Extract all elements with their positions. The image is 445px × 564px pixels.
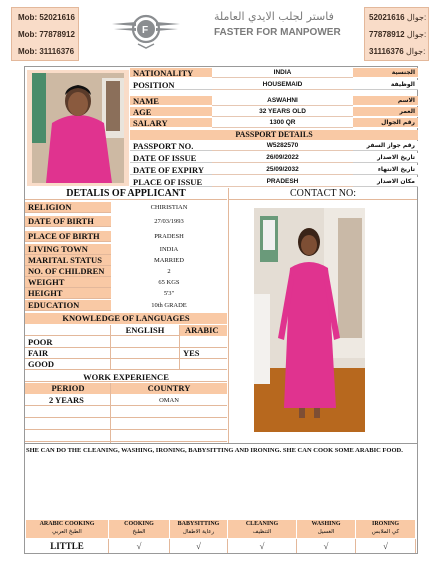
detail-row-date-of-birth xyxy=(25,216,227,227)
field-value: CHIRISTIAN xyxy=(111,202,227,213)
mobile-number: Mob: 77878912 xyxy=(18,30,75,39)
field-label: LIVING TOWN xyxy=(28,244,88,254)
field-value: 26/09/2022 xyxy=(212,153,353,163)
field-label-arabic: مكان الاصدار xyxy=(353,177,418,187)
experience-period: 2 YEARS xyxy=(49,395,84,405)
language-row-poor xyxy=(25,337,227,348)
column-header-period: PERIOD xyxy=(51,383,85,393)
info-row-position xyxy=(130,80,418,90)
column-header-country: COUNTRY xyxy=(147,383,191,393)
company-logo xyxy=(110,10,182,50)
skill-header-cooking: COOKING الطبخ xyxy=(109,520,170,538)
contact-number-label: CONTACT NO: xyxy=(229,188,417,200)
skill-header-washing: WASHING الغسيل xyxy=(297,520,356,538)
field-label-arabic: تاريخ الاصدار xyxy=(353,153,418,163)
field-label: POSITION xyxy=(130,80,212,90)
detail-row-religion xyxy=(25,202,227,213)
detail-row-education xyxy=(25,300,227,311)
field-label: HEIGHT xyxy=(28,288,63,298)
field-value: INDIA xyxy=(212,68,353,78)
skill-value-babysitting: √ xyxy=(170,539,228,553)
info-row-age xyxy=(130,107,418,117)
field-value: 2 xyxy=(111,266,227,277)
field-label: NATIONALITY xyxy=(130,68,212,78)
field-label-arabic: الجنسية xyxy=(353,68,418,78)
portrait-image xyxy=(32,73,124,183)
applicant-full-photo xyxy=(254,208,365,432)
field-label-arabic: العمر xyxy=(353,107,418,117)
detail-row-children xyxy=(25,266,227,277)
svg-text:F: F xyxy=(142,25,149,36)
language-row-fair xyxy=(25,348,227,359)
field-label: NO. OF CHILDREN xyxy=(28,266,105,276)
mobile-number: 52021616 xyxy=(369,13,405,22)
mobile-number: 31116376 xyxy=(369,47,404,56)
field-label: SALARY xyxy=(130,118,212,128)
field-value: 27/03/1993 xyxy=(111,216,227,227)
field-label: PASSPORT NO. xyxy=(130,141,212,151)
field-value: 32 YEARS OLD xyxy=(212,107,353,117)
language-row-good xyxy=(25,359,227,370)
skill-value-cleaning: √ xyxy=(228,539,297,553)
field-label-arabic: الاسم xyxy=(353,96,418,106)
field-value: 25/09/2032 xyxy=(212,165,353,175)
info-row-passport-no xyxy=(130,141,418,151)
field-value: 1300 QR xyxy=(212,118,353,128)
remarks-text: SHE CAN DO THE CLEANING, WASHING, IRONING, BABYSITTING AND IRONING. SHE CAN COOK SOME ARABIC FOOD. xyxy=(26,447,403,454)
languages-title: KNOWLEDGE OF LANGUAGES xyxy=(25,313,227,324)
field-value: INDIA xyxy=(111,244,227,255)
language-level: POOR xyxy=(28,337,53,347)
field-label: MARITAL STATUS xyxy=(28,255,102,265)
header-contact-right xyxy=(364,7,429,61)
detail-row-living-town xyxy=(25,244,227,255)
skill-value-arabic-cooking: LITTLE xyxy=(26,539,109,553)
field-label: AGE xyxy=(130,107,212,117)
detail-row-weight xyxy=(25,277,227,288)
field-label: DATE OF BIRTH xyxy=(28,216,94,226)
field-label-arabic: رقم الجوال xyxy=(353,118,418,128)
field-value: W5282570 xyxy=(212,141,353,151)
field-label: PLACE OF ISSUE xyxy=(130,177,212,187)
mobile-label-arabic: جوال: xyxy=(406,30,427,39)
skill-value-washing: √ xyxy=(297,539,356,553)
applicant-details-title: DETALIS OF APPLICANT xyxy=(25,188,227,200)
field-value: MARRIED xyxy=(111,255,227,266)
field-value: PRADESH xyxy=(111,231,227,242)
detail-row-place-of-birth xyxy=(25,231,227,242)
language-level: FAIR xyxy=(28,348,49,358)
experience-header-row xyxy=(25,383,227,394)
full-photo-image xyxy=(254,208,365,432)
header-contact-left xyxy=(11,7,79,61)
mobile-label-arabic: جوال: xyxy=(405,47,426,56)
field-value: 10th GRADE xyxy=(111,300,227,311)
info-row-date-of-expiry xyxy=(130,165,418,175)
field-label-arabic: تاريخ الانتهاء xyxy=(353,165,418,175)
experience-row xyxy=(25,395,227,406)
mobile-number: Mob: 52021616 xyxy=(18,13,75,22)
mobile-number: 77878912 xyxy=(369,30,405,39)
info-row-name xyxy=(130,96,418,106)
field-value: PRADESH xyxy=(212,177,353,187)
skill-value-ironing: √ xyxy=(356,539,416,553)
field-label-arabic: رقم جواز السفر xyxy=(353,141,418,151)
field-value: 5'3" xyxy=(111,288,227,299)
info-row-date-of-issue xyxy=(130,153,418,163)
field-label: DATE OF EXPIRY xyxy=(130,165,212,175)
field-value: ASWAHNI xyxy=(212,96,353,106)
field-label: WEIGHT xyxy=(28,277,65,287)
detail-row-marital-status xyxy=(25,255,227,266)
column-header-arabic: ARABIC xyxy=(179,325,227,336)
skill-header-ironing: IRONING كي الملابس xyxy=(356,520,416,538)
field-label: RELIGION xyxy=(28,202,72,212)
skill-header-cleaning: CLEANING التنظيف xyxy=(228,520,297,538)
skill-header-arabic-cooking: ARABIC COOKING الطبخ العربي xyxy=(26,520,109,538)
field-label: EDUCATION xyxy=(28,300,80,310)
applicant-portrait xyxy=(27,70,129,186)
mobile-label-arabic: جوال: xyxy=(406,13,427,22)
languages-header-row xyxy=(25,325,227,336)
column-header-english: ENGLISH xyxy=(125,325,165,335)
field-value: 65 KGS xyxy=(111,277,227,288)
field-label: DATE OF ISSUE xyxy=(130,153,212,163)
work-experience-title: WORK EXPERIENCE xyxy=(25,372,227,382)
info-row-place-of-issue xyxy=(130,177,418,187)
skill-value-cooking: √ xyxy=(109,539,170,553)
arabic-level-value: YES xyxy=(183,348,200,358)
field-label-arabic: الوظيفة xyxy=(353,80,418,90)
skill-header-babysitting: BABYSITTING رعاية الاطفال xyxy=(170,520,228,538)
brand-name: FASTER FOR MANPOWER xyxy=(214,27,341,38)
field-label: PLACE OF BIRTH xyxy=(28,231,100,241)
detail-row-height xyxy=(25,288,227,299)
experience-country: OMAN xyxy=(159,397,179,404)
field-value: HOUSEMAID xyxy=(212,80,353,90)
passport-details-header: PASSPORT DETAILS xyxy=(130,130,418,140)
info-row-salary xyxy=(130,118,418,128)
brand-name-arabic: فاستر لجلب الايدي العاملة xyxy=(214,10,334,23)
language-level: GOOD xyxy=(28,359,54,369)
mobile-number: Mob: 31116376 xyxy=(18,47,75,56)
info-row-nationality xyxy=(130,68,418,78)
field-label: NAME xyxy=(130,96,212,106)
